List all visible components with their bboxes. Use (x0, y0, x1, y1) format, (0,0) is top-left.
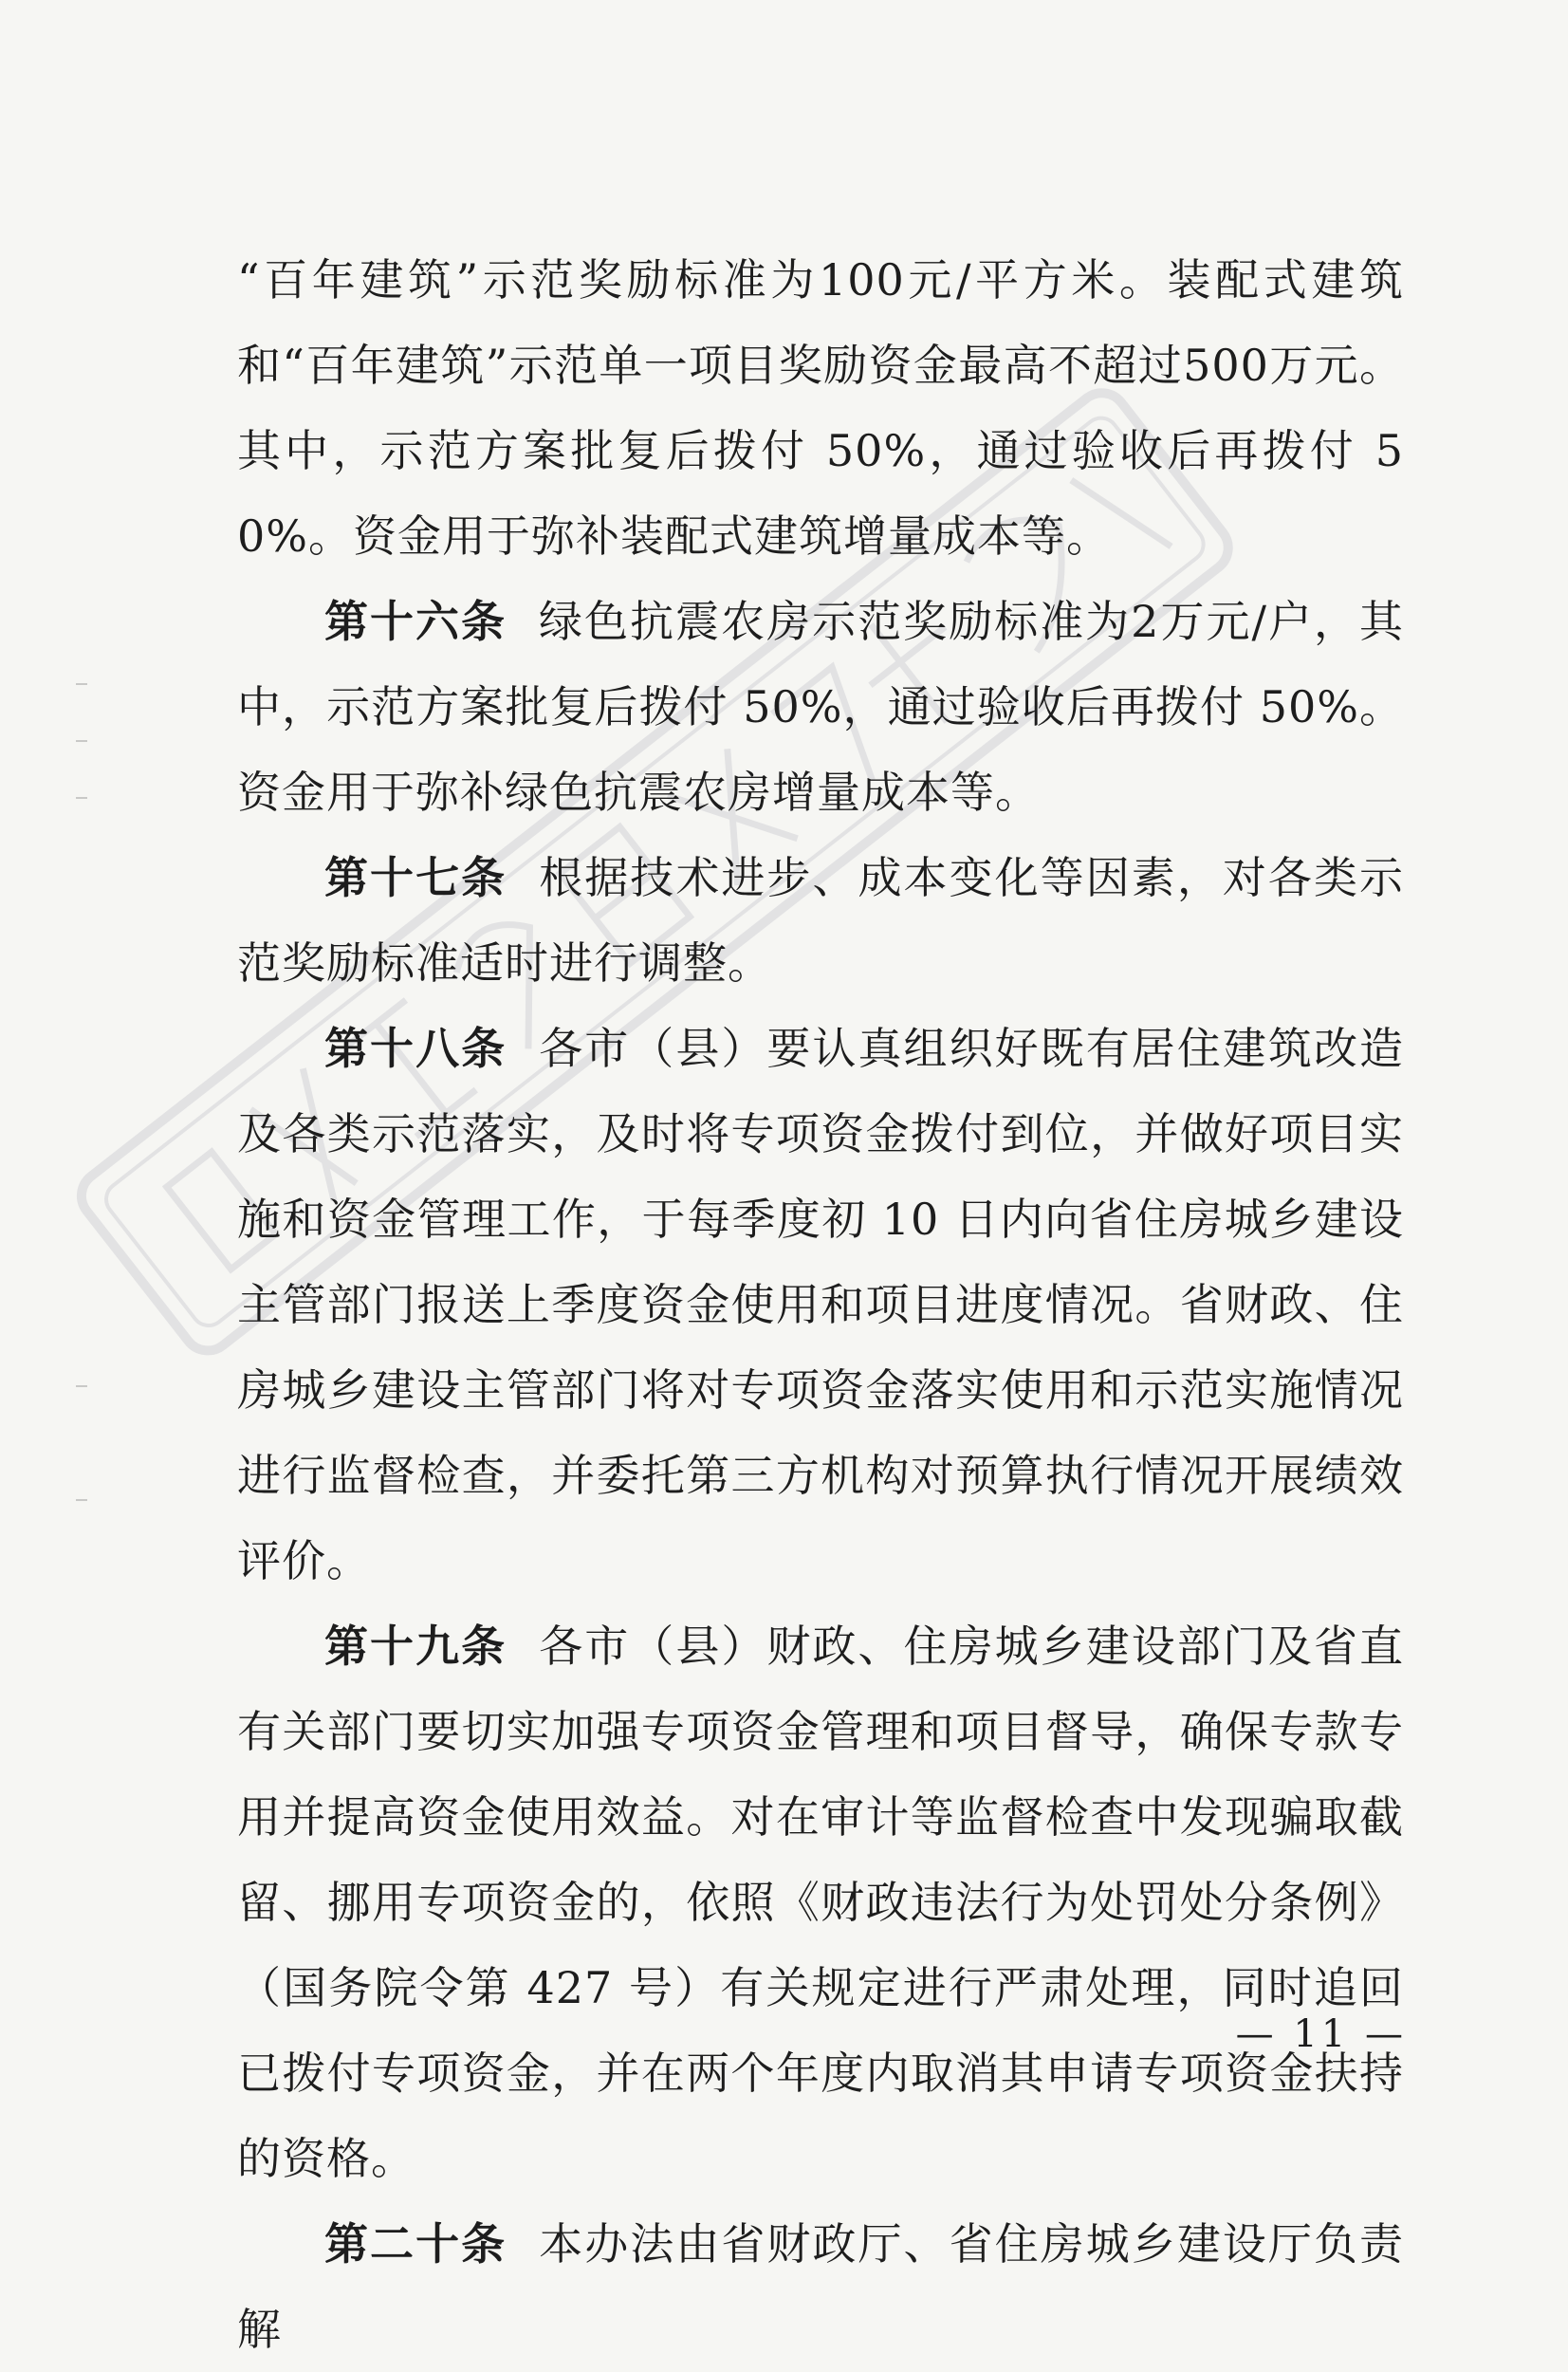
document-body (237, 237, 1404, 2372)
margin-mark (76, 740, 87, 742)
margin-mark (76, 683, 87, 685)
margin-mark (76, 797, 87, 799)
page-number: — 11 — (1235, 2012, 1407, 2056)
paragraph-continuation (237, 237, 1404, 579)
paragraph-text: 绿色抗震农房示范奖励标准为2万元/户，其中，示范方案批复后拨付 50%，通过验收后再拨付 50%。资金用于弥补绿色抗震农房增量成本等。 (237, 596, 1405, 818)
article-18-paragraph (237, 1006, 1404, 1603)
article-17-paragraph (237, 835, 1404, 1006)
paragraph-text: “百年建筑”示范奖励标准为100元/平方米。装配式建筑和“百年建筑”示范单一项目奖励资金最高不超过500万元。其中，示范方案批复后拨付 50%，通过验收后再拨付 50%。资金用于弥补装配式建筑增量成本等。 (237, 254, 1404, 562)
article-heading: 第十七条 (324, 852, 507, 903)
article-heading: 第十六条 (324, 596, 507, 647)
paragraph-text: 根据技术进步、成本变化等因素，对各类示范奖励标准适时进行调整。 (237, 852, 1405, 989)
margin-mark (76, 1385, 87, 1387)
paragraph-text: 本办法由省财政厅、省住房城乡建设厅负责解 (237, 2218, 1405, 2355)
margin-marks (66, 683, 95, 1584)
article-heading: 第十八条 (324, 1023, 507, 1074)
article-19-paragraph (237, 1603, 1404, 2201)
article-20-paragraph (237, 2201, 1404, 2372)
article-16-paragraph (237, 579, 1404, 835)
article-heading: 第二十条 (324, 2218, 507, 2270)
article-heading: 第十九条 (324, 1621, 507, 1672)
paragraph-text: 各市（县）财政、住房城乡建设部门及省直有关部门要切实加强专项资金管理和项目督导，确保专款专用并提高资金使用效益。对在审计等监督检查中发现骗取截留、挪用专项资金的，依照《财政违法行为处罚处分条例》（国务院令第 427 号）有关规定进行严肃处理，同时追回已拨付专项资金，并在两个年度内取消其申请专项资金扶持的资格。 (237, 1621, 1405, 2184)
margin-mark (76, 1499, 87, 1501)
paragraph-text: 各市（县）要认真组织好既有居住建筑改造及各类示范落实，及时将专项资金拨付到位，并做好项目实施和资金管理工作，于每季度初 10 日内向省住房城乡建设主管部门报送上季度资金使用和项目进度情况。省财政、住房城乡建设主管部门将对专项资金落实使用和示范实施情况进行监督检查，并委托第三方机构对预算执行情况开展绩效评价。 (237, 1023, 1405, 1586)
